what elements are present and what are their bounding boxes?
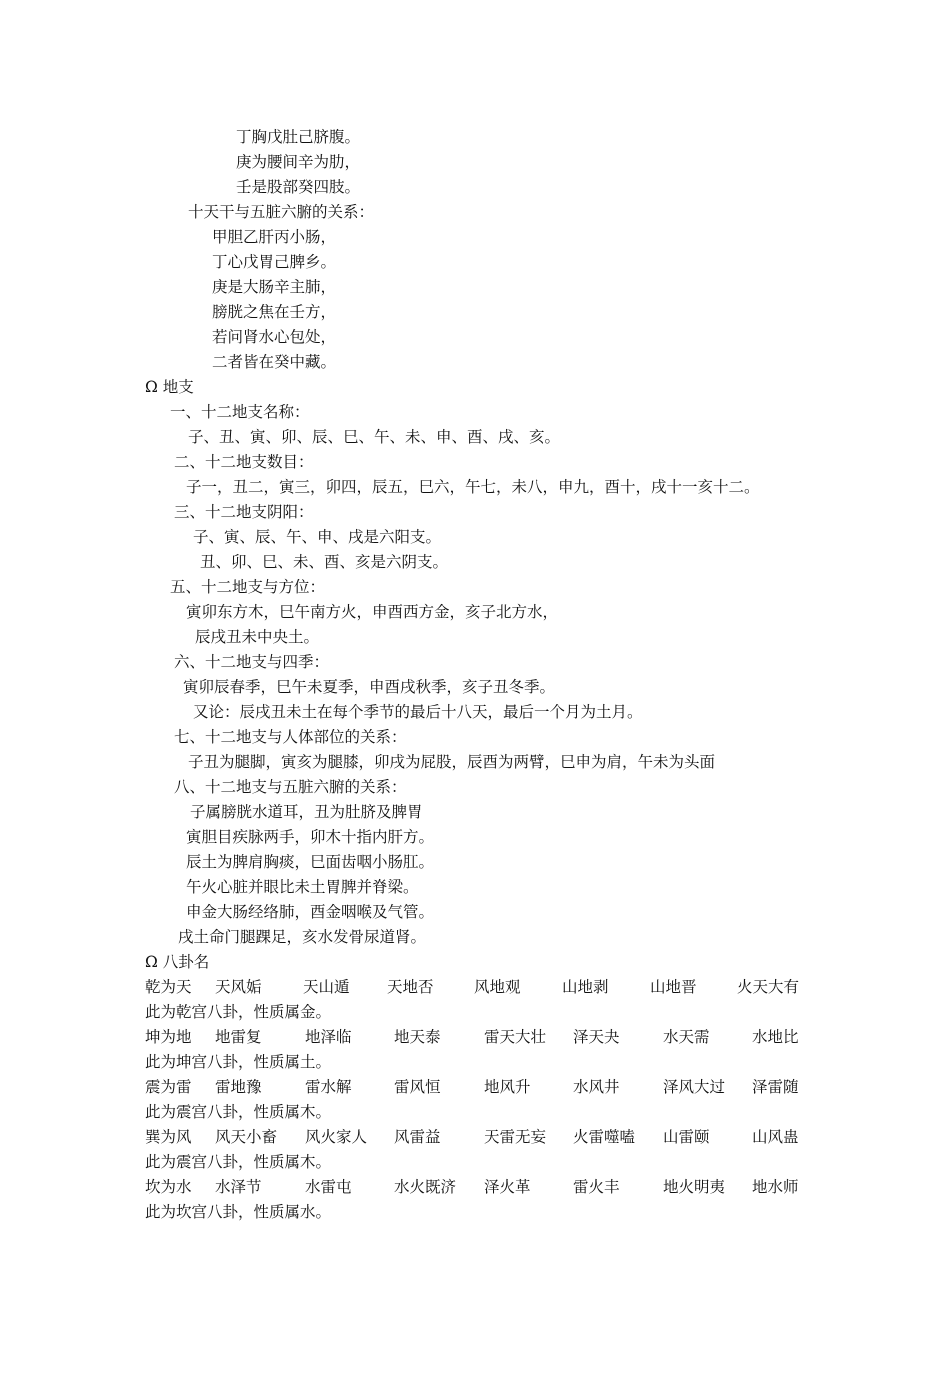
dizhi-subheading: 五、十二地支与方位：: [170, 578, 326, 596]
bagua-cell: 山风蛊: [752, 1128, 799, 1146]
verse-line: 二者皆在癸中藏。: [212, 353, 337, 371]
dizhi-line: 寅胆目疾脉两手，卯木十指内肝方。: [186, 828, 435, 846]
section-subheading: 十天干与五脏六腑的关系：: [188, 203, 375, 221]
bagua-note: 此为乾宫八卦，性质属金。: [145, 1003, 332, 1021]
bagua-cell: 水雷屯: [305, 1178, 352, 1196]
bagua-cell: 水火既济: [394, 1178, 457, 1196]
bagua-note: 此为震宫八卦，性质属木。: [145, 1103, 332, 1121]
bagua-cell: 火雷噬嗑: [573, 1128, 636, 1146]
dizhi-line: 寅卯东方木，巳午南方火，申酉西方金，亥子北方水，: [186, 603, 559, 621]
bagua-cell: 雷风恒: [394, 1078, 441, 1096]
dizhi-line: 子一，丑二，寅三，卯四，辰五，巳六，午七，未八，申九，酉十，戌十一亥十二。: [186, 478, 760, 496]
bagua-cell: 巽为风: [145, 1128, 192, 1146]
bagua-cell: 泽雷随: [752, 1078, 799, 1096]
verse-line: 膀胱之焦在壬方，: [212, 303, 337, 321]
bagua-cell: 泽天夬: [573, 1028, 620, 1046]
verse-line: 若问肾水心包处，: [212, 328, 337, 346]
dizhi-subheading: 二、十二地支数目：: [174, 453, 314, 471]
bagua-cell: 地风升: [484, 1078, 531, 1096]
bagua-cell: 地天泰: [394, 1028, 441, 1046]
bagua-note: 此为震宫八卦，性质属木。: [145, 1153, 332, 1171]
dizhi-line: 寅卯辰春季，巳午未夏季，申酉戌秋季，亥子丑冬季。: [183, 678, 556, 696]
dizhi-line: 子、丑、寅、卯、辰、巳、午、未、申、酉、戌、亥。: [188, 428, 561, 446]
bagua-cell: 水地比: [752, 1028, 799, 1046]
bagua-cell: 水风井: [573, 1078, 620, 1096]
bagua-cell: 火天大有: [737, 978, 800, 996]
bagua-cell: 水天需: [663, 1028, 710, 1046]
bagua-cell: 泽火革: [484, 1178, 531, 1196]
bagua-cell: 乾为天: [145, 978, 192, 996]
dizhi-line: 午火心脏并眼比未土胃脾并脊梁。: [186, 878, 419, 896]
bagua-cell: 天雷无妄: [484, 1128, 547, 1146]
bagua-cell: 雷水解: [305, 1078, 352, 1096]
bagua-cell: 地雷复: [215, 1028, 262, 1046]
bagua-cell: 雷地豫: [215, 1078, 262, 1096]
verse-line: 庚是大肠辛主肺，: [212, 278, 337, 296]
dizhi-subheading: 七、十二地支与人体部位的关系：: [174, 728, 407, 746]
bagua-cell: 山地剥: [562, 978, 609, 996]
dizhi-line: 申金大肠经络肺，酉金咽喉及气管。: [186, 903, 435, 921]
bagua-cell: 风天小畜: [215, 1128, 278, 1146]
dizhi-subheading: 三、十二地支阴阳：: [174, 503, 314, 521]
bagua-cell: 山雷颐: [663, 1128, 710, 1146]
dizhi-line: 辰戌丑未中央土。: [195, 628, 320, 646]
bagua-cell: 天风姤: [215, 978, 262, 996]
verse-line: 庚为腰间辛为肋，: [236, 153, 361, 171]
dizhi-subheading: 六、十二地支与四季：: [174, 653, 330, 671]
dizhi-line: 子丑为腿脚，寅亥为腿膝，卯戌为屁股，辰酉为两臂，巳申为肩，午未为头面: [188, 753, 716, 771]
bagua-cell: 雷天大壮: [484, 1028, 547, 1046]
dizhi-line: 子、寅、辰、午、申、戌是六阳支。: [193, 528, 442, 546]
bagua-cell: 天地否: [387, 978, 434, 996]
bagua-note: 此为坤宫八卦，性质属土。: [145, 1053, 332, 1071]
bagua-cell: 雷火丰: [573, 1178, 620, 1196]
bagua-cell: 泽风大过: [663, 1078, 726, 1096]
dizhi-line: 戌土命门腿踝足，亥水发骨尿道肾。: [178, 928, 427, 946]
bagua-cell: 地水师: [752, 1178, 799, 1196]
dizhi-line: 辰土为脾肩胸痰，巳面齿咽小肠肛。: [186, 853, 435, 871]
section-heading-bagua: Ω 八卦名: [145, 953, 210, 971]
dizhi-subheading: 一、十二地支名称：: [170, 403, 310, 421]
dizhi-line: 又论：辰戌丑未土在每个季节的最后十八天，最后一个月为土月。: [193, 703, 643, 721]
verse-line: 丁心戊胃己脾乡。: [212, 253, 337, 271]
dizhi-line: 子属膀胱水道耳，丑为肚脐及脾胃: [190, 803, 423, 821]
bagua-cell: 风地观: [474, 978, 521, 996]
bagua-cell: 坤为地: [145, 1028, 192, 1046]
bagua-cell: 地泽临: [305, 1028, 352, 1046]
verse-line: 壬是股部癸四肢。: [236, 178, 361, 196]
bagua-cell: 地火明夷: [663, 1178, 726, 1196]
bagua-cell: 天山遁: [303, 978, 350, 996]
dizhi-line: 丑、卯、巳、未、酉、亥是六阴支。: [200, 553, 449, 571]
verse-line: 丁胸戊肚己脐腹。: [236, 128, 361, 146]
dizhi-subheading: 八、十二地支与五脏六腑的关系：: [174, 778, 407, 796]
bagua-cell: 风火家人: [305, 1128, 368, 1146]
bagua-cell: 水泽节: [215, 1178, 262, 1196]
section-heading-dizhi: Ω 地支: [145, 378, 194, 396]
bagua-cell: 坎为水: [145, 1178, 192, 1196]
bagua-cell: 震为雷: [145, 1078, 192, 1096]
bagua-cell: 山地晋: [650, 978, 697, 996]
bagua-cell: 风雷益: [394, 1128, 441, 1146]
verse-line: 甲胆乙肝丙小肠，: [212, 228, 337, 246]
bagua-note: 此为坎宫八卦，性质属水。: [145, 1203, 332, 1221]
